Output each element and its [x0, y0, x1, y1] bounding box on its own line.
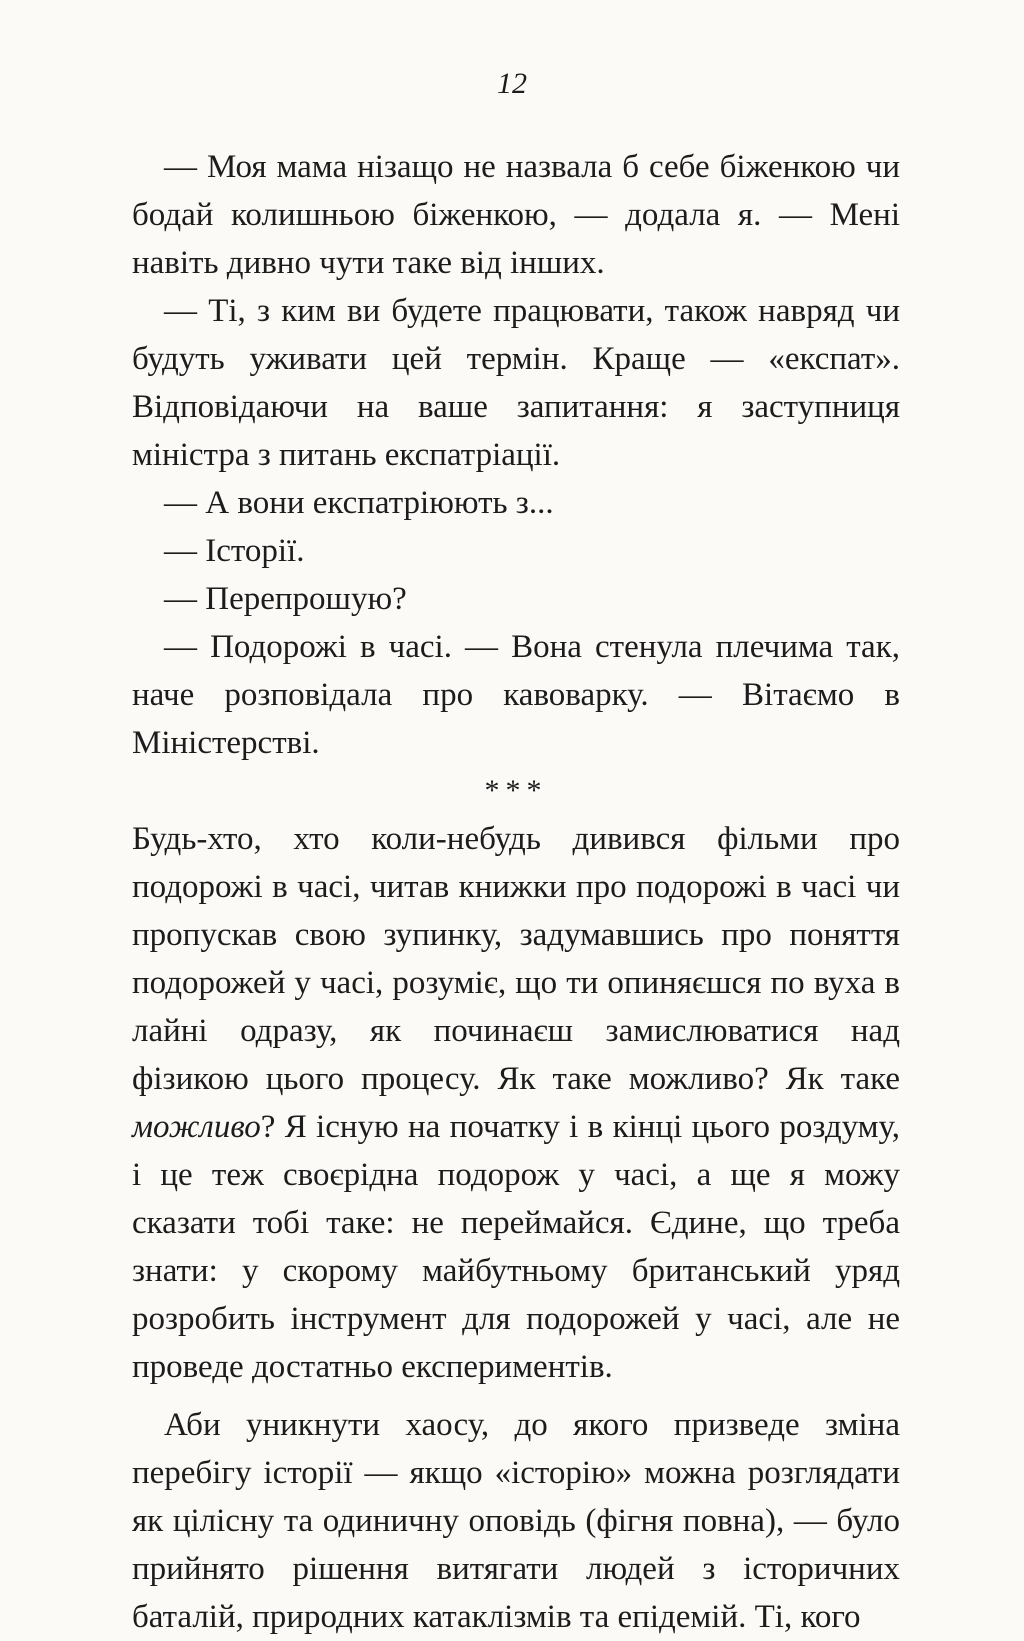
narrative-text-end: ? Я існую на початку і в кінці цього роздуму, і це теж своєрідна подорож у часі, а ще я можу сказати тобі таке: не переймайся. Єдине, що треба знати: у скорому майбутньому британський уряд розробить інструмент для подорожей у часі, але не проведе достатньо експериментів. — [132, 1109, 900, 1385]
narrative-paragraph-1 — [132, 815, 900, 1391]
dialogue-line-6: — Подорожі в часі. — Вона стенула плечима так, наче розповідала про кавоварку. — Вітаємо в Міністерстві. — [132, 629, 900, 761]
narrative-paragraph-2: Аби уникнути хаосу, до якого призведе зміна перебігу історії — якщо «історію» можна розглядати як цілісну та одиничну оповідь (фігня повна), — було прийнято рішення витягати людей з історичних баталій, природних катаклізмів та епідемій. Ті, кого — [132, 1407, 900, 1635]
page-body — [132, 143, 900, 1641]
narrative-italic-word: можливо — [132, 1109, 261, 1145]
dialogue-line-4: — Історії. — [164, 533, 305, 569]
dialogue-line-5: — Перепрошую? — [164, 581, 407, 617]
narrative-text-start: Будь-хто, хто коли-небудь дивився фільми про подорожі в часі, читав книжки про подорожі в часі чи пропускав свою зупинку, задумавшись про поняття подорожей у часі, розуміє, що ти опиняєшся по вуха в лайні одразу, як починаєш замислюватися над фізикою цього процесу. Як таке можливо? Як таке — [132, 821, 900, 1097]
dialogue-line-1: — Моя мама нізащо не назвала б себе біженкою чи бодай колишньою біженкою, — додала я. — Мені навіть дивно чути таке від інших. — [132, 149, 900, 281]
section-separator: *** — [484, 774, 548, 807]
dialogue-line-2: — Ті, з ким ви будете працювати, також навряд чи будуть уживати цей термін. Краще — «експат». Відповідаючи на ваше запитання: я заступниця міністра з питань експатріації. — [132, 293, 900, 473]
dialogue-line-3: — А вони експатріюють з... — [164, 485, 554, 521]
page-number: 12 — [497, 67, 527, 100]
